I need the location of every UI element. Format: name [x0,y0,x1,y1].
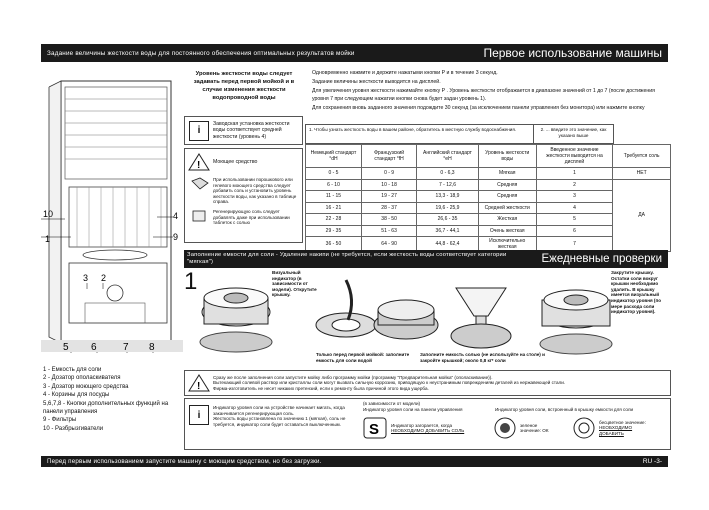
control-panel-callouts [41,338,183,354]
table-row [306,168,671,180]
page-number: RU -3- [642,458,662,465]
cell: 44,8 - 62,4 [417,237,479,252]
cell: 16 - 21 [306,202,362,214]
cell: 6 - 10 [306,179,362,191]
note-visual-indicator: Визуальный индикатор (в зависимости от модели). Открутите крышку. [272,270,317,298]
salt-corrosion-warning [184,370,671,396]
step-line: Для увеличения уровня жесткости нажимайте кнопку P . Уровень жесткости отображается в диапазоне значений от 1 до 7 (после достижения [312,88,655,95]
note-close-cap: Закрутите крышку. Остатки соли вокруг крышки необходимо удалить. В крышку имеется визуальный индикатор уровня (по мере расхода соли индикатор уровня). [611,270,662,315]
indicator-text: Жесткость воды установлена по значению 1 (мягкая), соль не [213,416,346,422]
cell: Очень жесткая [478,225,536,237]
funnel-illustration [451,288,511,348]
cell: 6 [536,225,613,237]
legend-item: 1 - Емкость для соли [43,367,102,373]
cell: 0 - 9 [361,168,416,180]
step-line: Задание величины жесткости выводится на дисплей. [312,79,441,86]
parts-legend [43,366,185,433]
salt-required-yes: ДА [613,179,671,252]
svg-text:!: ! [197,381,201,392]
cap-illustration-2 [316,280,376,337]
step-line: уровня 7 при следующем нажатии кнопки снова будет задан уровень 1). [312,95,487,102]
col-header: Уровень жесткости воды [478,145,536,168]
footer-text: Перед первым использованием запустите машину с моющим средством, но без загрузки. [47,458,322,465]
cell: Средней жесткости [478,202,536,214]
cell: 7 - 12,6 [417,179,479,191]
footer-bar [41,456,668,467]
callout-5: 5 [63,342,69,353]
factory-setting-note [184,116,303,145]
legend-item: панели управления [43,409,98,416]
callout-number-row [41,338,183,354]
panel-indicator-text: НЕОБХОДИМО ДОБАВИТЬ СОЛЬ [391,428,465,434]
cap-illustration-4 [540,290,612,354]
sight-glass-clear-icon [572,417,596,439]
dishwasher-illustration [41,67,183,357]
step-line: Для сохранения вновь заданного значения подождите 30 секунд (за исключением панели управления без монитора) или нажмите кнопку [312,104,645,111]
info-icon: i [189,121,209,141]
indicator-text: требуется, индикатор соли будет оставаться выключенным. [213,421,341,427]
legend-item: 9 - Фильтры [43,417,77,424]
warning-text-1: При использовании порошкового или гелевого моющего средства следует добавить соль и установить уровень жесткости воды, как указано в таблице справа. [213,177,297,205]
callout-10: 10 [43,209,54,219]
col-header: Немецкий стандарт °dH [306,145,362,168]
callout-8: 8 [149,342,155,353]
indicator-text: Индикатор уровня соли на устройстве начинает мигать, когда [213,405,345,410]
panel-indicator-title: Индикатор уровня соли на панели управления [363,406,463,412]
step-line: Одновременно нажмите и держите нажатыми кнопки P и в течение 3 секунд. [312,70,498,76]
callout-1: 1 [45,234,51,244]
warning-icon [188,374,210,392]
note-funnel: Заполните емкость солью (не используйте на столе) и закройте крышкой; около 0,8 кг* соли [420,352,545,363]
legend-item: 2 - Дозатор ополаскивателя [43,375,121,382]
clear-label: бесцветное значение: [599,419,646,425]
cell: 51 - 63 [361,225,416,237]
panel-indicator-text: Индикатор загорается, когда [391,422,453,428]
sight-indicator-title: Индикатор уровня соли, встроенный в крышку емкости для соли [495,406,634,412]
col-header: Английский стандарт °eH [417,145,479,168]
svg-text:!: ! [197,160,201,171]
cell: 7 [536,237,613,252]
water-hardness-table [305,144,671,252]
callout-9: 9 [173,232,179,242]
daily-checks-title: Ежедневные проверки [541,253,662,265]
cell: 19 - 27 [361,191,416,203]
hardness-table-section [305,124,671,252]
cap-illustration-3 [374,300,438,339]
green-text: значение: ОК [520,428,549,434]
table-step-2: 2. ... введите это значение, как указано выше [534,124,614,144]
salt-warning-line: Сразу же после заполнения соли запустите мойку либо программу мойки (программу "Предварительная мойка" (ополаскивание)). [213,374,493,380]
salt-warning-line: Фирма-изготовитель не несет никаких претензий, если к ремонту была причиной этого вида ущерба. [213,385,429,391]
callout-3: 3 [83,273,89,283]
callout-6: 6 [91,342,97,353]
depends-on-model: (в зависимости от модели) [363,401,421,406]
cell: Средняя [478,179,536,191]
cell: 1 [536,168,613,180]
cell: Мягкая [478,168,536,180]
salt-icon [188,209,210,223]
cell: 13,3 - 18,9 [417,191,479,203]
cell: 5 [536,214,613,226]
salt-indicator-info [184,398,671,450]
table-header-row [306,145,671,168]
cell: 28 - 37 [361,202,416,214]
warning-text-2: Регенерирующую соль следует добавлять даже при использовании таблеток с солью [213,208,290,226]
cell: 38 - 50 [361,214,416,226]
warning-icon [188,153,210,171]
fill-step-number: 1 [184,268,198,295]
cell: 36,7 - 44,1 [417,225,479,237]
callout-4: 4 [173,211,179,221]
top-header-bar [41,44,668,62]
section-salt-bar [184,250,668,268]
green-label: зеленое [520,422,538,428]
page-title: Первое использование машины [483,46,662,60]
cell: 64 - 90 [361,237,416,252]
table-step-1: 1. Чтобы узнать жесткость воды в вашем районе, обратитесь в местную службу водоснабжения. [305,124,534,144]
callout-7: 7 [123,342,129,353]
hardness-intro: Уровень жесткости воды следует задавать перед первой мойкой и в случае изменения жесткости водопроводной воды [193,71,295,101]
col-header: Французский стандарт °fH [361,145,416,168]
cell: Жесткая [478,214,536,226]
cell: 11 - 15 [306,191,362,203]
factory-note-text: Заводская установка жесткости воды соответствует средней жесткости (уровень 4) [213,121,290,140]
hardness-steps [312,70,672,111]
col-header: Требуется соль [613,145,671,168]
info-icon: i [189,405,209,425]
cell: 36 - 50 [306,237,362,252]
sight-glass-green-icon [493,417,517,439]
cell: Исключительно жесткая [478,237,536,252]
legend-item: 10 - Разбрызгиватели [43,425,104,432]
cell: 19,6 - 25,9 [417,202,479,214]
cell: 10 - 18 [361,179,416,191]
legend-item: 4 - Корзины для посуды [43,392,110,399]
legend-item: 5,6,7,8 - Кнопки дополнительных функций на [43,400,169,407]
salt-section-heading: Заполнение емкости для соли - Удаление накипи (не требуется, если жесткость воды соответствует категории "мягкая") [187,252,507,265]
detergent-warning [184,148,303,243]
callout-2: 2 [101,273,107,283]
col-header: Введенное значение жесткости выводится на дисплей [536,145,613,168]
salt-required-no: НЕТ [613,168,671,180]
salt-indicator-icon [363,417,387,439]
cell: 0 - 5 [306,168,362,180]
table-row [306,179,671,191]
indicator-text: заканчивается регенерирующая соль. [213,410,295,416]
cap-illustration-1 [200,288,272,352]
cell: 2 [536,179,613,191]
cell: 3 [536,191,613,203]
legend-item: 3 - Дозатор моющего средства [43,383,129,390]
cell: 4 [536,202,613,214]
svg-text:S: S [369,421,380,439]
header-instruction: Задание величины жесткости воды для постоянного обеспечения оптимальных результатов мойки [47,49,355,57]
cell: Средняя [478,191,536,203]
cell: 26,6 - 35 [417,214,479,226]
detergent-icon [188,177,210,191]
cell: 0 - 6,3 [417,168,479,180]
note-first-use: Только перед первой мойкой: заполните емкость для соли водой [316,352,410,363]
salt-warning-line: Вытекающий солевой раствор или кристаллы соли могут вызвать сильную коррозию, приводящую к неустранимым повреждениям деталей из нержавеющей стали. [213,380,566,386]
cell: 22 - 28 [306,214,362,226]
warning-title: Моющее средство [213,158,258,165]
clear-text: НЕОБХОДИМО ДОБАВИТЬ [599,425,633,436]
dishwasher-diagram [41,67,183,357]
cell: 29 - 35 [306,225,362,237]
